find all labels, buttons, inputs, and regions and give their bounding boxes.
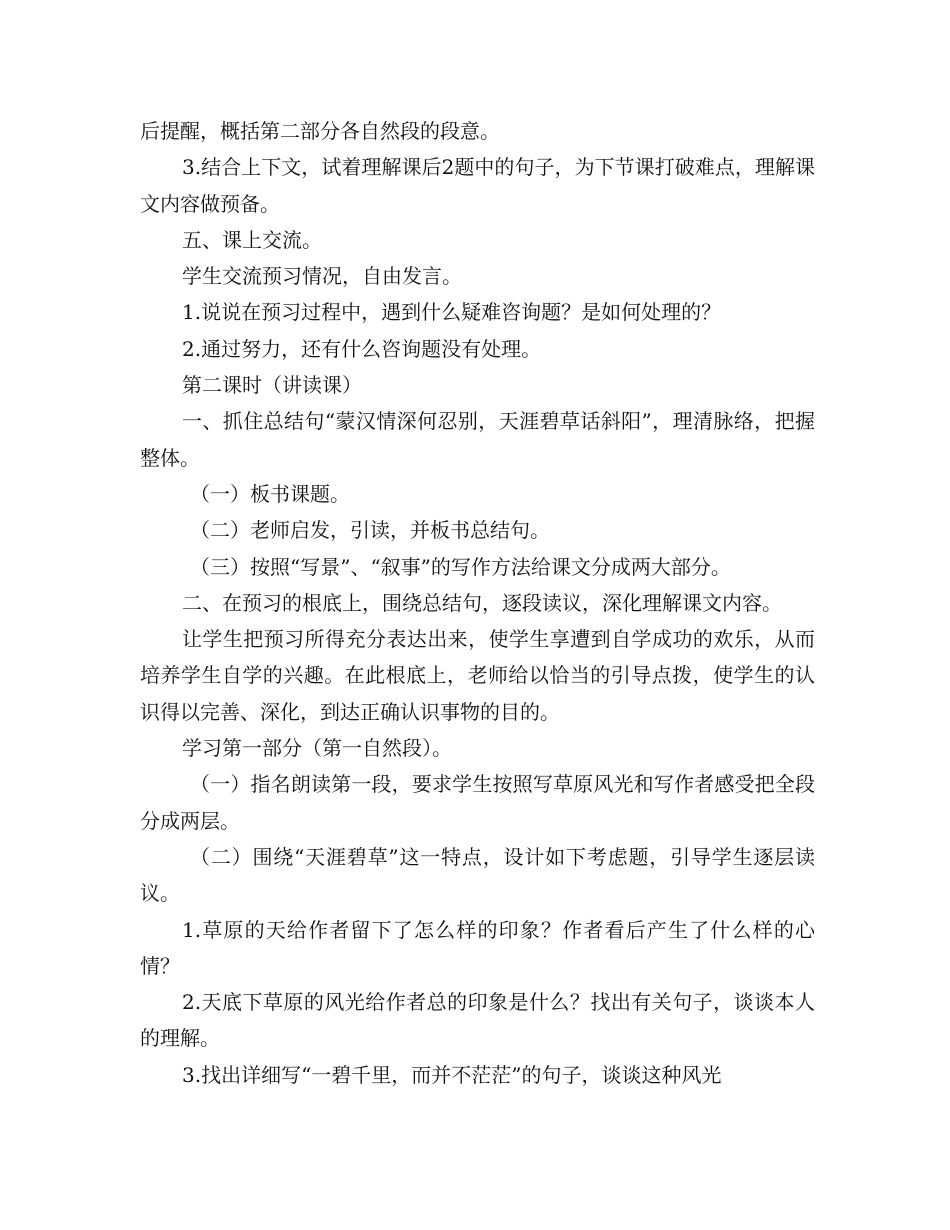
paragraph: 让学生把预习所得充分表达出来，使学生享遭到自学成功的欢乐，从而培养学生自学的兴趣。在此根底上，老师给以恰当的引导点拨，使学生的认识得以完善、深化，到达正确认识事物的目的。 [140, 627, 815, 724]
section-heading: 第二课时（讲读课） [182, 373, 362, 398]
list-item: 2.通过努力，还有什么咨询题没有处理。 [182, 336, 542, 361]
paragraph: 学生交流预习情况，自由发言。 [182, 264, 462, 289]
paragraph: 3.结合上下文，试着理解课后2题中的句子，为下节课打破难点，理解课文内容做预备。 [140, 155, 815, 216]
list-item: （二）老师启发，引读，并板书总结句。 [190, 518, 550, 543]
section-heading: 二、在预习的根底上，围绕总结句，逐段读议，深化理解课文内容。 [182, 590, 782, 615]
list-item: 1.说说在预习过程中，遇到什么疑难咨询题？是如何处理的？ [182, 300, 722, 325]
list-item: 2.天底下草原的风光给作者总的印象是什么？找出有关句子，谈谈本人的理解。 [140, 990, 815, 1051]
section-heading: 学习第一部分（第一自然段）。 [182, 736, 452, 761]
list-item: （一）指名朗读第一段，要求学生按照写草原风光和写作者感受把全段分成两层。 [140, 772, 815, 833]
document-body [140, 113, 815, 1093]
list-item: 3.找出详细写“一碧千里，而并不茫茫”的句子，谈谈这种风光 [182, 1062, 722, 1087]
paragraph: 后提醒，概括第二部分各自然段的段意。 [140, 119, 500, 143]
section-heading: 五、课上交流。 [182, 227, 322, 252]
list-item: （二）围绕“天涯碧草”这一特点，设计如下考虑题，引导学生逐层读议。 [140, 844, 815, 906]
list-item: 1.草原的天给作者留下了怎么样的印象？作者看后产生了什么样的心情？ [140, 917, 815, 978]
list-item: （三）按照“写景”、“叙事”的写作方法给课文分成两大部分。 [190, 554, 731, 579]
section-heading: 一、抓住总结句“蒙汉情深何忍别，天涯碧草话斜阳”，理清脉络，把握整体。 [140, 409, 815, 470]
list-item: （一）板书课题。 [190, 481, 350, 506]
